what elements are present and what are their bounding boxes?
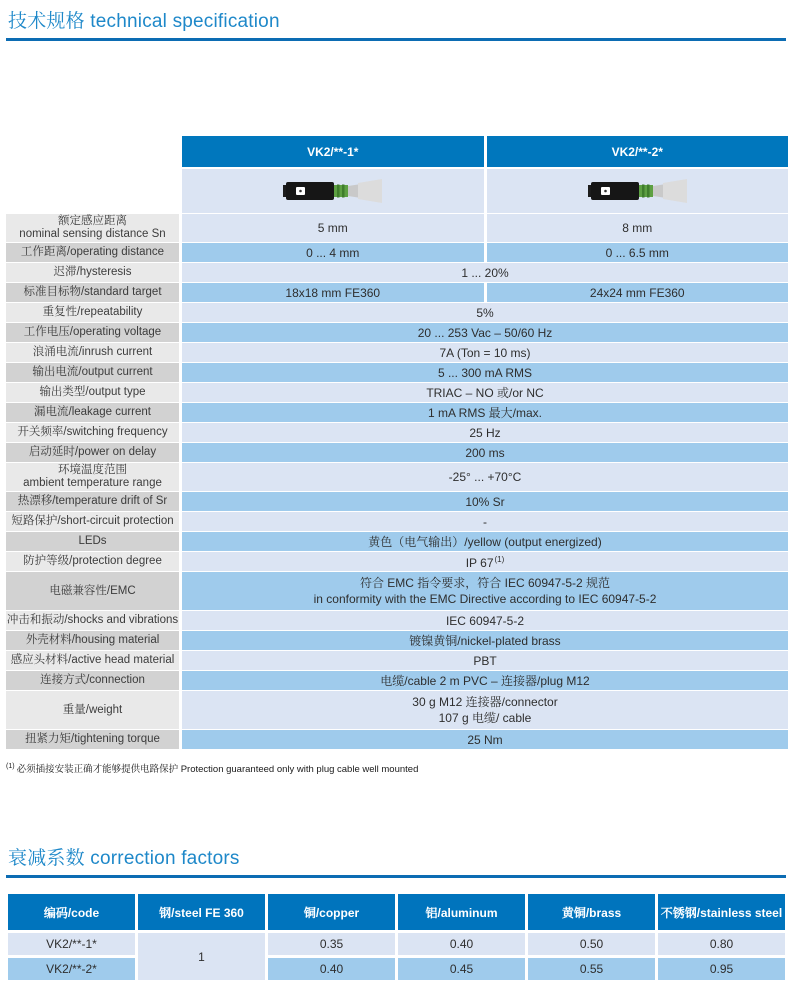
correction-factors-table [5, 891, 788, 983]
spec-value: 20 ... 253 Vac – 50/60 Hz [182, 323, 788, 342]
spec-row [6, 423, 788, 442]
spec-value: 200 ms [182, 443, 788, 462]
spec-row [6, 512, 788, 531]
spec-value: 镀镍黄铜/nickel-plated brass [182, 631, 788, 650]
spec-row [6, 323, 788, 342]
sensor-product-image-1 [182, 169, 484, 213]
spec-row [6, 691, 788, 729]
corr-code-cell: VK2/**-2* [8, 958, 135, 980]
spec-row [6, 303, 788, 322]
spec-row-label: 外壳材料/housing material [6, 631, 179, 650]
section-title-zh: 衰减系数 [8, 848, 85, 869]
spec-row [6, 283, 788, 302]
spec-value: 符合 EMC 指令要求，符合 IEC 60947-5-2 规范 in conformity with the EMC Directive according to IEC 60947-5-2 [182, 572, 788, 610]
spec-row-label: 重复性/repeatability [6, 303, 179, 322]
spec-row-label: 输出电流/output current [6, 363, 179, 382]
sensor-product-image-2 [487, 169, 789, 213]
spec-value-col1: 5 mm [182, 214, 484, 242]
corr-value-cell: 0.50 [528, 933, 655, 955]
corr-code-cell: VK2/**-1* [8, 933, 135, 955]
spec-row-label: 防护等级/protection degree [6, 552, 179, 571]
section-title [8, 848, 240, 869]
spec-value: 30 g M12 连接器/connector 107 g 电缆/ cable [182, 691, 788, 729]
spec-row-label: 工作电压/operating voltage [6, 323, 179, 342]
spec-value: PBT [182, 651, 788, 670]
spec-value: IEC 60947-5-2 [182, 611, 788, 630]
spec-value: 黄色（电气输出）/yellow (output energized) [182, 532, 788, 551]
spec-row-label: 感应头材料/active head material [6, 651, 179, 670]
spec-row-label: 漏电流/leakage current [6, 403, 179, 422]
corr-header-row [8, 894, 785, 930]
corr-row [8, 933, 785, 955]
spec-row [6, 243, 788, 262]
spec-row-label: 工作距离/operating distance [6, 243, 179, 262]
spec-row [6, 532, 788, 551]
spec-row [6, 631, 788, 650]
corr-value-cell: 0.80 [658, 933, 785, 955]
corr-header-cell: 钢/steel FE 360 [138, 894, 265, 930]
section-title-en: technical specification [90, 11, 280, 32]
spec-value: 7A (Ton = 10 ms) [182, 343, 788, 362]
section-title [8, 11, 280, 32]
corr-steel-cell: 1 [138, 933, 265, 980]
inductive-sensor-icon [585, 174, 690, 208]
spec-row [6, 730, 788, 749]
spec-row-label: 热漂移/temperature drift of Sr [6, 492, 179, 511]
spec-value: 电缆/cable 2 m PVC – 连接器/plug M12 [182, 671, 788, 690]
spec-row-label: 开关频率/switching frequency [6, 423, 179, 442]
corr-value-cell: 0.35 [268, 933, 395, 955]
spec-row [6, 611, 788, 630]
spec-value: 5 ... 300 mA RMS [182, 363, 788, 382]
spec-product-image-row [6, 169, 788, 213]
spec-column-header-1: VK2/**-1* [182, 136, 484, 167]
section-title-zh: 技术规格 [8, 11, 85, 32]
spec-column-header-2: VK2/**-2* [487, 136, 789, 167]
spec-row [6, 492, 788, 511]
spec-row-label: 重量/weight [6, 691, 179, 729]
corr-value-cell: 0.55 [528, 958, 655, 980]
spec-row-label: 环境温度范围 ambient temperature range [6, 463, 179, 491]
spec-value: 1 mA RMS 最大/max. [182, 403, 788, 422]
spec-value: TRIAC – NO 或/or NC [182, 383, 788, 402]
spec-row [6, 552, 788, 571]
spec-value-col1: 18x18 mm FE360 [182, 283, 484, 302]
spec-row-label: 电磁兼容性/EMC [6, 572, 179, 610]
spec-image-spacer [6, 169, 179, 213]
spec-value-col2: 0 ... 6.5 mm [487, 243, 789, 262]
corr-header-cell: 铝/aluminum [398, 894, 525, 930]
spec-row-label: LEDs [6, 532, 179, 551]
spec-header-spacer [6, 136, 179, 167]
footnote-reference: (1) [494, 555, 505, 564]
spec-value-col2: 8 mm [487, 214, 789, 242]
spec-value: IP 67$^{(1)}$ [182, 552, 788, 571]
spec-row-label: 连接方式/connection [6, 671, 179, 690]
footnote-text: 必须插接安装正确才能够提供电路保护 Protection guaranteed only with plug cable well mounted [16, 764, 419, 775]
spec-row [6, 363, 788, 382]
spec-value: - [182, 512, 788, 531]
section-heading-correction-factors [0, 837, 790, 878]
spec-value: 25 Hz [182, 423, 788, 442]
spec-value-col2: 24x24 mm FE360 [487, 283, 789, 302]
spec-row-label: 浪涌电流/inrush current [6, 343, 179, 362]
corr-header-cell: 不锈钢/stainless steel [658, 894, 785, 930]
spec-table-header [6, 136, 788, 167]
spec-row-label: 扭紧力矩/tightening torque [6, 730, 179, 749]
corr-row [8, 958, 785, 980]
corr-value-cell: 0.40 [398, 933, 525, 955]
spec-row-label: 输出类型/output type [6, 383, 179, 402]
spec-row [6, 403, 788, 422]
footnote-marker: (1) [6, 762, 15, 770]
section-title-en: correction factors [90, 848, 240, 869]
spec-row-label: 迟滞/hysteresis [6, 263, 179, 282]
inductive-sensor-icon [280, 174, 385, 208]
spec-row [6, 572, 788, 610]
spec-table-rows [6, 214, 788, 749]
corr-header-cell: 黄铜/brass [528, 894, 655, 930]
spec-value: 1 ... 20% [182, 263, 788, 282]
corr-header-cell: 编码/code [8, 894, 135, 930]
spec-row [6, 463, 788, 491]
section-heading-technical-specification [0, 0, 790, 41]
spec-value: 5% [182, 303, 788, 322]
spec-row [6, 671, 788, 690]
spec-row-label: 冲击和振动/shocks and vibrations [6, 611, 179, 630]
spec-value: 25 Nm [182, 730, 788, 749]
spec-row [6, 214, 788, 242]
spec-table [6, 136, 788, 749]
spec-value: 10% Sr [182, 492, 788, 511]
corr-value-cell: 0.40 [268, 958, 395, 980]
corr-value-cell: 0.95 [658, 958, 785, 980]
spec-row [6, 263, 788, 282]
spec-row-label: 标准目标物/standard target [6, 283, 179, 302]
heading-rule [6, 38, 786, 41]
spec-row [6, 383, 788, 402]
spec-row-label: 短路保护/short-circuit protection [6, 512, 179, 531]
spec-row-label: 额定感应距离 nominal sensing distance Sn [6, 214, 179, 242]
spec-row [6, 443, 788, 462]
footnote [6, 761, 790, 775]
corr-header-cell: 铜/copper [268, 894, 395, 930]
heading-rule [6, 875, 786, 878]
spec-value: -25° ... +70°C [182, 463, 788, 491]
spec-row [6, 651, 788, 670]
spec-row-label: 启动延时/power on delay [6, 443, 179, 462]
spec-value-col1: 0 ... 4 mm [182, 243, 484, 262]
corr-value-cell: 0.45 [398, 958, 525, 980]
spec-row [6, 343, 788, 362]
